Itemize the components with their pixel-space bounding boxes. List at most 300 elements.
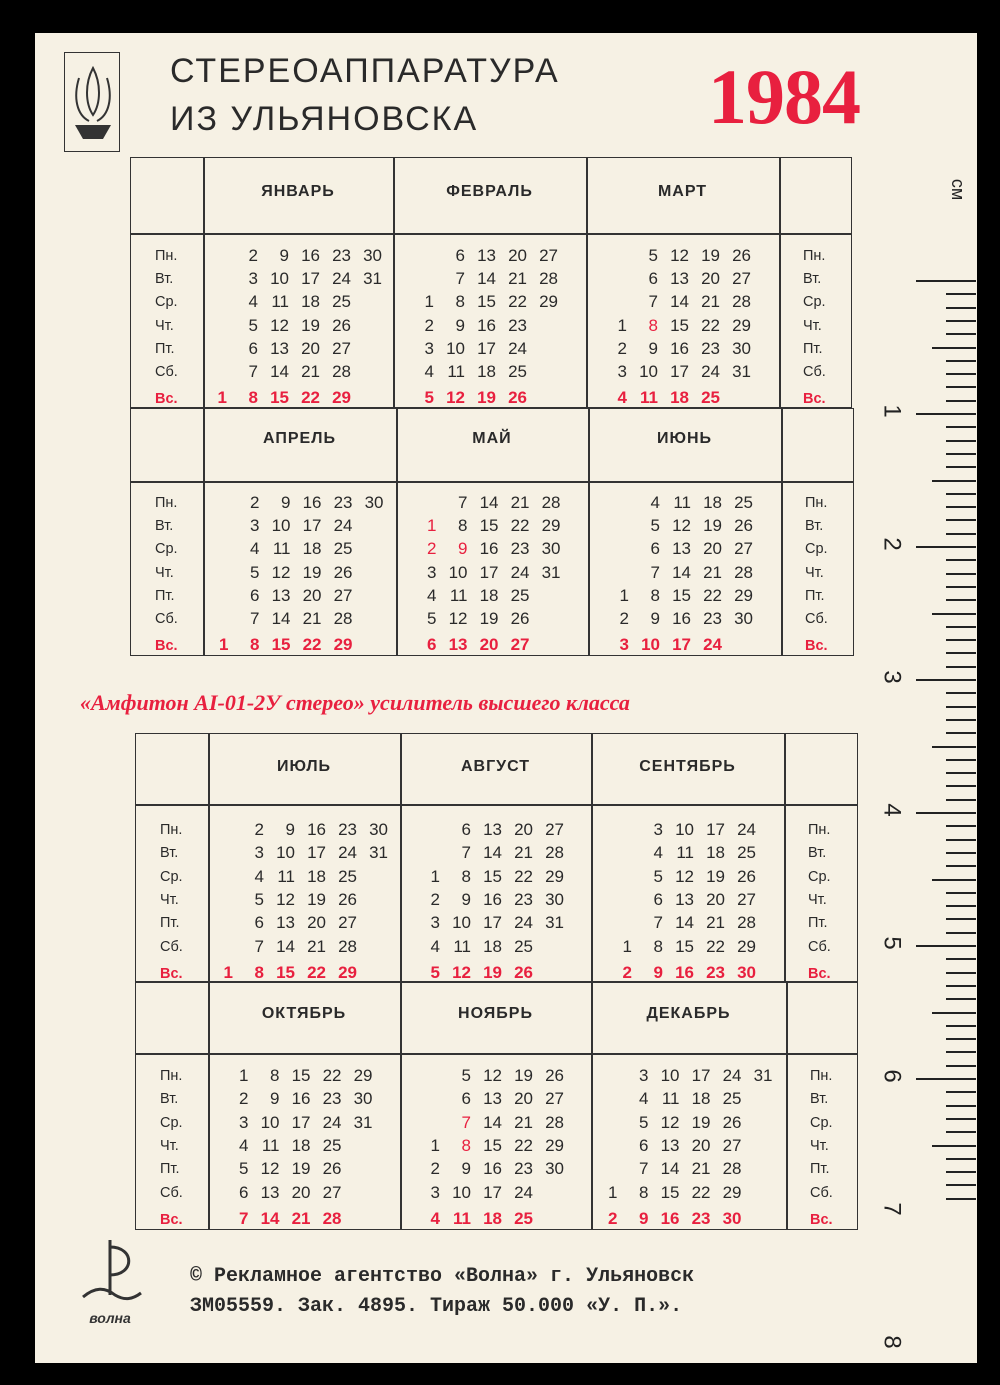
day-label-left: Вс. bbox=[155, 638, 178, 654]
day-number: 5 bbox=[248, 315, 258, 335]
ruler-tick bbox=[946, 759, 976, 761]
day-number: 23 bbox=[332, 246, 351, 265]
day-number: 14 bbox=[672, 562, 691, 582]
day-number: 12 bbox=[260, 1159, 280, 1179]
day-number: 21 bbox=[508, 269, 527, 289]
day-number: 26 bbox=[514, 963, 533, 982]
day-number: 5 bbox=[250, 562, 260, 582]
ruler-tick bbox=[932, 879, 976, 881]
ruler-tick bbox=[946, 373, 976, 375]
day-number: 20 bbox=[479, 635, 499, 654]
day-number: 13 bbox=[271, 585, 291, 605]
day-number: 19 bbox=[477, 388, 496, 407]
day-number: 4 bbox=[424, 361, 434, 381]
day-number: 19 bbox=[302, 562, 322, 582]
day-number: 29 bbox=[539, 292, 558, 312]
day-number: 24 bbox=[510, 562, 530, 582]
day-number: 29 bbox=[545, 866, 564, 886]
day-number: 25 bbox=[734, 493, 753, 512]
day-number: 17 bbox=[302, 516, 322, 536]
day-number: 27 bbox=[333, 585, 353, 605]
day-number: 18 bbox=[706, 843, 725, 863]
day-number: 4 bbox=[248, 292, 258, 312]
day-number: 27 bbox=[322, 1182, 342, 1202]
day-number: 6 bbox=[250, 585, 260, 605]
day-number: 25 bbox=[338, 866, 357, 886]
day-number: 19 bbox=[706, 866, 725, 886]
day-number: 23 bbox=[510, 539, 530, 559]
day-number: 16 bbox=[660, 1209, 680, 1228]
day-number: 12 bbox=[270, 315, 289, 335]
day-number: 5 bbox=[639, 1112, 649, 1132]
day-number: 9 bbox=[639, 1209, 649, 1228]
day-number: 2 bbox=[427, 539, 437, 559]
day-number: 29 bbox=[353, 1066, 373, 1085]
day-label-right: Сб. bbox=[808, 938, 831, 955]
day-number: 20 bbox=[703, 539, 722, 559]
ruler-tick bbox=[946, 466, 976, 468]
day-number: 8 bbox=[270, 1066, 280, 1085]
day-number: 18 bbox=[479, 585, 499, 605]
day-label-left: Пт. bbox=[160, 1161, 180, 1178]
day-number: 22 bbox=[514, 1136, 533, 1155]
day-number: 4 bbox=[254, 866, 264, 886]
day-number: 3 bbox=[254, 843, 264, 863]
day-number: 31 bbox=[753, 1066, 773, 1085]
day-number: 15 bbox=[483, 866, 502, 886]
ruler-tick bbox=[946, 719, 976, 721]
ruler-tick bbox=[946, 785, 976, 787]
day-number: 30 bbox=[545, 890, 564, 909]
day-number: 19 bbox=[479, 608, 499, 628]
day-number: 11 bbox=[449, 585, 468, 605]
day-number: 1 bbox=[223, 963, 233, 982]
ruler-tick bbox=[946, 799, 976, 801]
day-label-right: Пн. bbox=[805, 495, 828, 511]
day-number: 10 bbox=[641, 635, 660, 654]
day-label-left: Пн. bbox=[160, 822, 183, 838]
day-number: 3 bbox=[653, 820, 663, 839]
day-number: 9 bbox=[281, 493, 291, 512]
day-number: 4 bbox=[639, 1089, 649, 1109]
day-number: 23 bbox=[514, 1159, 533, 1179]
day-number: 9 bbox=[461, 1159, 471, 1179]
day-number: 31 bbox=[353, 1112, 373, 1132]
ruler-number: 5 bbox=[878, 936, 906, 950]
day-label-right: Чт. bbox=[810, 1138, 829, 1154]
day-number: 24 bbox=[514, 913, 533, 933]
day-number: 8 bbox=[653, 936, 663, 956]
day-number: 28 bbox=[322, 1209, 342, 1228]
day-number: 17 bbox=[706, 820, 725, 839]
day-number: 31 bbox=[732, 361, 751, 381]
ruler-tick bbox=[946, 519, 976, 521]
day-label-left: Сб. bbox=[155, 610, 178, 627]
day-number: 3 bbox=[427, 562, 437, 582]
day-number: 11 bbox=[277, 866, 295, 886]
day-number: 31 bbox=[545, 913, 564, 933]
day-number: 31 bbox=[541, 562, 561, 582]
day-number: 19 bbox=[301, 315, 320, 335]
day-number: 21 bbox=[514, 843, 533, 863]
day-number: 31 bbox=[369, 843, 388, 863]
day-number: 29 bbox=[732, 315, 751, 335]
ruler-tick bbox=[946, 1051, 976, 1053]
day-label-left: Пн. bbox=[155, 248, 178, 264]
day-label-right: Пт. bbox=[808, 915, 828, 932]
ruler-tick bbox=[946, 1105, 976, 1107]
day-number: 30 bbox=[737, 963, 756, 982]
day-label-left: Чт. bbox=[155, 317, 174, 334]
month-name: ОКТЯБРЬ bbox=[261, 1005, 347, 1022]
day-number: 5 bbox=[239, 1159, 249, 1179]
ruler-tick bbox=[916, 546, 976, 548]
volna-logo-text: волна bbox=[89, 1310, 131, 1326]
day-label-left: Ср. bbox=[160, 1114, 183, 1131]
day-number: 8 bbox=[458, 516, 468, 536]
day-number: 1 bbox=[619, 585, 629, 605]
day-number: 22 bbox=[508, 292, 527, 312]
day-number: 2 bbox=[250, 493, 260, 512]
day-number: 21 bbox=[291, 1209, 311, 1228]
month-name: ИЮЛЬ bbox=[276, 758, 332, 775]
day-number: 10 bbox=[276, 843, 295, 863]
day-number: 25 bbox=[322, 1136, 342, 1155]
day-label-right: Пн. bbox=[810, 1068, 833, 1084]
day-number: 20 bbox=[514, 1089, 533, 1109]
day-number: 8 bbox=[461, 1136, 471, 1155]
day-number: 1 bbox=[430, 866, 440, 886]
day-number: 15 bbox=[276, 963, 295, 982]
day-number: 3 bbox=[617, 361, 627, 381]
day-number: 12 bbox=[452, 963, 471, 982]
day-number: 8 bbox=[250, 635, 260, 654]
ruler-tick bbox=[946, 639, 976, 641]
ruler-tick bbox=[946, 426, 976, 428]
ruler-tick bbox=[916, 812, 976, 814]
day-number: 22 bbox=[514, 866, 533, 886]
day-number: 16 bbox=[302, 493, 322, 512]
day-number: 3 bbox=[430, 1182, 440, 1202]
day-number: 24 bbox=[514, 1182, 533, 1202]
ruler-tick bbox=[946, 958, 976, 960]
day-number: 2 bbox=[254, 820, 264, 839]
day-number: 28 bbox=[333, 608, 353, 628]
ruler-tick bbox=[946, 972, 976, 974]
volna-logo bbox=[75, 1235, 145, 1326]
day-label-right: Пн. bbox=[803, 248, 826, 264]
day-number: 22 bbox=[307, 963, 326, 982]
month-name: ЯНВАРЬ bbox=[261, 183, 335, 200]
day-label-right: Чт. bbox=[803, 317, 822, 334]
day-number: 13 bbox=[672, 539, 691, 559]
day-number: 17 bbox=[291, 1112, 311, 1132]
day-number: 23 bbox=[322, 1089, 342, 1109]
day-number: 9 bbox=[270, 1089, 280, 1109]
day-number: 6 bbox=[239, 1182, 249, 1202]
month-name: НОЯБРЬ bbox=[458, 1005, 533, 1022]
day-number: 25 bbox=[332, 292, 351, 312]
day-number: 12 bbox=[660, 1112, 680, 1132]
day-number: 6 bbox=[455, 246, 465, 265]
day-number: 22 bbox=[301, 388, 320, 407]
day-number: 23 bbox=[701, 338, 720, 358]
day-number: 15 bbox=[271, 635, 291, 654]
day-label-right: Вт. bbox=[808, 845, 827, 862]
day-number: 6 bbox=[254, 913, 264, 933]
header-divider bbox=[130, 233, 852, 235]
day-number: 28 bbox=[545, 1112, 564, 1132]
day-number: 15 bbox=[672, 585, 691, 605]
day-number: 14 bbox=[670, 292, 689, 312]
day-label-left: Сб. bbox=[155, 363, 178, 380]
day-number: 3 bbox=[430, 913, 440, 933]
day-number: 19 bbox=[514, 1066, 533, 1085]
column-divider bbox=[781, 408, 783, 656]
day-number: 15 bbox=[670, 315, 689, 335]
ruler-tick bbox=[946, 985, 976, 987]
day-number: 5 bbox=[424, 388, 434, 407]
ruler-tick bbox=[916, 1078, 976, 1080]
day-number: 5 bbox=[650, 516, 660, 536]
day-number: 24 bbox=[701, 361, 720, 381]
day-number: 7 bbox=[248, 361, 258, 381]
day-number: 9 bbox=[653, 963, 663, 982]
day-number: 18 bbox=[691, 1089, 711, 1109]
day-number: 8 bbox=[254, 963, 264, 982]
day-number: 22 bbox=[322, 1066, 342, 1085]
ruler-tick bbox=[946, 998, 976, 1000]
day-number: 21 bbox=[514, 1112, 533, 1132]
day-number: 14 bbox=[660, 1159, 680, 1179]
ruler-tick bbox=[946, 932, 976, 934]
day-number: 16 bbox=[479, 539, 499, 559]
day-label-right: Пн. bbox=[808, 822, 831, 838]
day-number: 30 bbox=[363, 246, 382, 265]
day-number: 14 bbox=[276, 936, 295, 956]
day-number: 4 bbox=[239, 1136, 249, 1155]
day-number: 17 bbox=[483, 913, 502, 933]
day-number: 1 bbox=[424, 292, 434, 312]
day-number: 9 bbox=[455, 315, 465, 335]
day-number: 3 bbox=[619, 635, 629, 654]
header-divider bbox=[135, 804, 858, 806]
day-number: 12 bbox=[276, 890, 295, 909]
day-number: 13 bbox=[270, 338, 289, 358]
day-number: 3 bbox=[239, 1112, 249, 1132]
day-number: 27 bbox=[539, 246, 558, 265]
day-number: 3 bbox=[424, 338, 434, 358]
day-number: 13 bbox=[483, 820, 502, 839]
day-number: 27 bbox=[510, 635, 530, 654]
ruler-tick bbox=[946, 1038, 976, 1040]
day-number: 21 bbox=[701, 292, 720, 312]
day-label-left: Чт. bbox=[160, 892, 179, 908]
ruler-tick bbox=[946, 307, 976, 309]
day-number: 18 bbox=[291, 1136, 311, 1155]
day-number: 7 bbox=[461, 843, 471, 863]
ruler-unit: см bbox=[947, 178, 968, 201]
day-number: 18 bbox=[477, 361, 496, 381]
day-number: 18 bbox=[483, 936, 502, 956]
ruler-tick bbox=[916, 413, 976, 415]
ruler-number: 8 bbox=[878, 1335, 906, 1349]
day-number: 28 bbox=[541, 493, 561, 512]
ruler-tick bbox=[946, 386, 976, 388]
day-number: 28 bbox=[734, 562, 753, 582]
day-number: 2 bbox=[248, 246, 258, 265]
day-number: 20 bbox=[508, 246, 527, 265]
day-number: 8 bbox=[648, 315, 658, 335]
day-number: 14 bbox=[479, 493, 499, 512]
day-number: 23 bbox=[691, 1209, 711, 1228]
day-number: 28 bbox=[332, 361, 351, 381]
day-number: 17 bbox=[483, 1182, 502, 1202]
ruler-number: 1 bbox=[878, 404, 906, 418]
day-number: 10 bbox=[660, 1066, 680, 1085]
day-label-right: Чт. bbox=[805, 564, 824, 581]
day-number: 7 bbox=[458, 493, 468, 512]
day-number: 30 bbox=[364, 493, 384, 512]
day-number: 14 bbox=[477, 269, 496, 289]
ruler-tick bbox=[946, 1091, 976, 1093]
day-number: 21 bbox=[302, 608, 322, 628]
ruler-tick bbox=[946, 586, 976, 588]
day-label-right: Вт. bbox=[805, 518, 824, 535]
ruler-tick bbox=[932, 613, 976, 615]
day-number: 5 bbox=[648, 246, 658, 265]
day-number: 23 bbox=[706, 963, 725, 982]
day-number: 26 bbox=[545, 1066, 564, 1085]
day-number: 8 bbox=[455, 292, 465, 312]
day-number: 25 bbox=[722, 1089, 742, 1109]
day-number: 11 bbox=[447, 361, 465, 381]
day-number: 19 bbox=[307, 890, 326, 909]
day-number: 10 bbox=[260, 1112, 280, 1132]
ruler bbox=[878, 155, 976, 1349]
day-number: 31 bbox=[363, 269, 382, 289]
day-number: 21 bbox=[301, 361, 320, 381]
day-number: 2 bbox=[619, 608, 629, 628]
day-number: 25 bbox=[510, 585, 530, 605]
day-number: 13 bbox=[260, 1182, 280, 1202]
day-number: 14 bbox=[271, 608, 291, 628]
ruler-tick bbox=[946, 839, 976, 841]
day-number: 13 bbox=[477, 246, 496, 265]
day-label-left: Ср. bbox=[155, 294, 178, 311]
day-number: 18 bbox=[307, 866, 326, 886]
day-number: 15 bbox=[477, 292, 496, 312]
day-number: 30 bbox=[369, 820, 388, 839]
day-number: 10 bbox=[452, 1182, 471, 1202]
day-number: 9 bbox=[650, 608, 660, 628]
day-number: 21 bbox=[691, 1159, 711, 1179]
day-number: 16 bbox=[675, 963, 694, 982]
day-number: 27 bbox=[732, 269, 751, 289]
day-number: 25 bbox=[508, 361, 527, 381]
ruler-tick bbox=[946, 1171, 976, 1173]
day-label-left: Пн. bbox=[160, 1068, 183, 1084]
day-number: 24 bbox=[737, 820, 756, 839]
day-number: 13 bbox=[675, 890, 694, 909]
day-number: 11 bbox=[453, 1209, 471, 1228]
day-number: 6 bbox=[648, 269, 658, 289]
day-number: 30 bbox=[541, 539, 561, 559]
day-number: 1 bbox=[217, 388, 227, 407]
ruler-tick bbox=[946, 320, 976, 322]
ruler-tick bbox=[946, 559, 976, 561]
day-number: 9 bbox=[285, 820, 295, 839]
day-number: 26 bbox=[732, 246, 751, 265]
day-number: 7 bbox=[648, 292, 658, 312]
ruler-tick bbox=[932, 480, 976, 482]
day-number: 9 bbox=[279, 246, 289, 265]
day-number: 1 bbox=[239, 1066, 249, 1085]
day-label-left: Пт. bbox=[155, 340, 175, 357]
day-number: 10 bbox=[270, 269, 289, 289]
day-number: 4 bbox=[430, 1209, 440, 1228]
day-number: 5 bbox=[653, 866, 663, 886]
day-number: 16 bbox=[307, 820, 326, 839]
day-number: 19 bbox=[691, 1112, 711, 1132]
day-number: 30 bbox=[734, 608, 753, 628]
ruler-tick bbox=[946, 772, 976, 774]
month-name: СЕНТЯБРЬ bbox=[639, 758, 736, 775]
year-title: 1984 bbox=[708, 53, 860, 140]
day-label-right: Вс. bbox=[805, 638, 828, 654]
day-number: 14 bbox=[270, 361, 289, 381]
header-divider bbox=[130, 481, 854, 483]
footer-line-1: © Рекламное агентство «Волна» г. Ульяновск bbox=[190, 1265, 695, 1288]
header-line-2: ИЗ УЛЬЯНОВСКА bbox=[170, 100, 479, 138]
ruler-tick bbox=[916, 679, 976, 681]
ruler-tick bbox=[946, 852, 976, 854]
day-label-right: Вт. bbox=[810, 1091, 829, 1108]
day-number: 7 bbox=[250, 608, 260, 628]
day-number: 16 bbox=[301, 246, 320, 265]
day-label-left: Ср. bbox=[155, 541, 178, 558]
ruler-tick bbox=[946, 825, 976, 827]
day-number: 28 bbox=[722, 1159, 742, 1179]
day-number: 25 bbox=[737, 843, 756, 863]
day-number: 8 bbox=[639, 1182, 649, 1202]
day-number: 5 bbox=[430, 963, 440, 982]
day-number: 18 bbox=[301, 292, 320, 312]
day-number: 5 bbox=[461, 1066, 471, 1085]
day-number: 24 bbox=[508, 338, 527, 358]
day-number: 22 bbox=[701, 315, 720, 335]
day-number: 15 bbox=[660, 1182, 680, 1202]
day-number: 4 bbox=[650, 493, 660, 512]
day-number: 16 bbox=[477, 315, 496, 335]
column-divider bbox=[784, 733, 786, 982]
day-number: 1 bbox=[622, 936, 632, 956]
day-number: 16 bbox=[483, 890, 502, 909]
day-label-right: Ср. bbox=[803, 294, 826, 311]
day-label-left: Сб. bbox=[160, 938, 183, 955]
ruler-tick bbox=[932, 746, 976, 748]
month-name: ДЕКАБРЬ bbox=[646, 1005, 731, 1022]
day-number: 11 bbox=[272, 539, 291, 559]
column-divider bbox=[786, 982, 788, 1230]
day-number: 21 bbox=[510, 493, 530, 512]
ruler-tick bbox=[946, 293, 976, 295]
day-number: 12 bbox=[483, 1066, 502, 1085]
ruler-number: 6 bbox=[878, 1069, 906, 1083]
day-number: 23 bbox=[514, 890, 533, 909]
ruler-tick bbox=[946, 506, 976, 508]
day-number: 16 bbox=[291, 1089, 311, 1109]
